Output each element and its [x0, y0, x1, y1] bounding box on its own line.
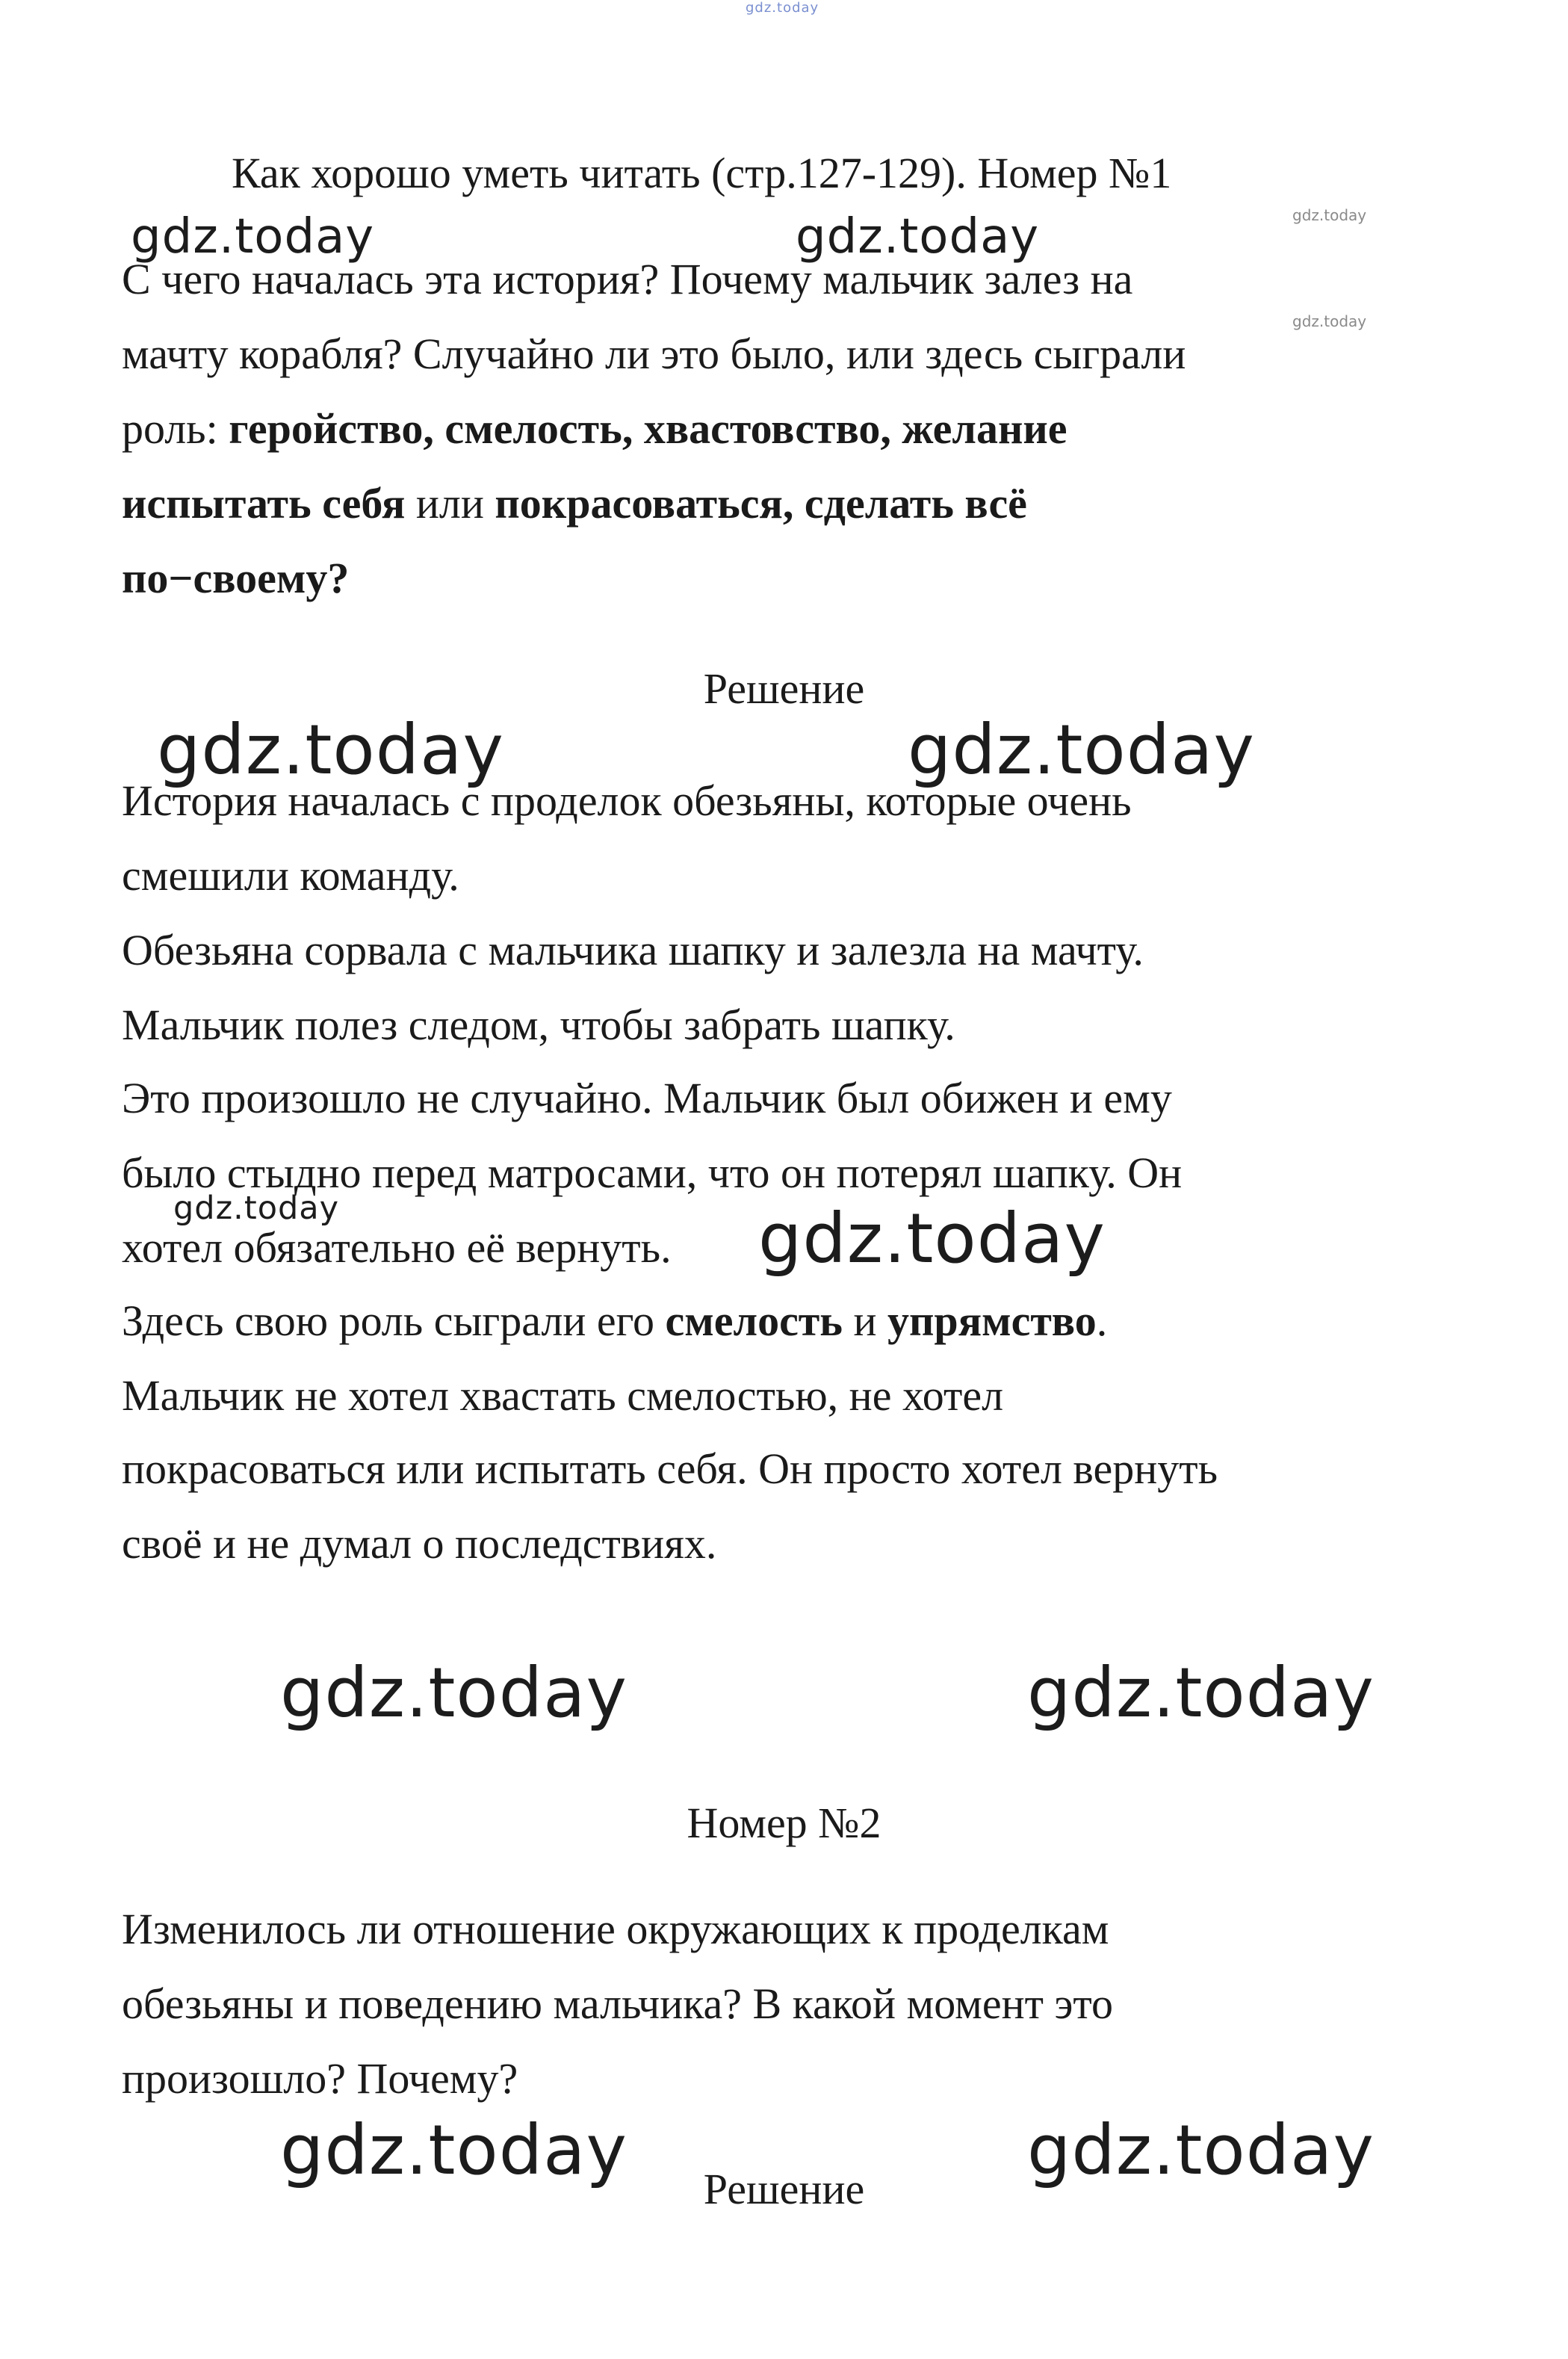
watermark-large-7: gdz.today: [1027, 2110, 1375, 2190]
task1-question-line-5: по−своему?: [122, 554, 350, 602]
task1-answer-line-2: смешили команду.: [122, 851, 459, 900]
task1-answer-line-7: хотел обязательно её вернуть.: [122, 1223, 672, 1272]
task2-question-line-3: произошло? Почему?: [122, 2054, 518, 2103]
task2-title: Номер №2: [687, 1799, 881, 1847]
watermark-tiny-2: gdz.today: [1292, 312, 1367, 330]
watermark-header: gdz.today: [746, 0, 819, 16]
task1-answer-line-5: Это произошло не случайно. Мальчик был обижен и ему: [122, 1074, 1172, 1122]
task1-answer-line-10: покрасоваться или испытать себя. Он просто хотел вернуть: [122, 1444, 1218, 1493]
task1-answer-line-11: своё и не думал о последствиях.: [122, 1519, 717, 1568]
task1-question-line-2: мачту корабля? Случайно ли это было, или здесь сыграли: [122, 330, 1186, 378]
task1-question-line-3: роль: геройство, смелость, хвастовство, желание: [122, 404, 1067, 453]
watermark-tiny-1: gdz.today: [1292, 206, 1367, 224]
watermark-large-1: gdz.today: [157, 710, 504, 790]
task1-answer-line-3: Обезьяна сорвала с мальчика шапку и залезла на мачту.: [122, 926, 1144, 974]
task1-question-line-1: С чего началась эта история? Почему мальчик залез на: [122, 255, 1133, 303]
task1-answer-line-6: было стыдно перед матросами, что он потерял шапку. Он: [122, 1148, 1183, 1197]
task1-answer-line-4: Мальчик полез следом, чтобы забрать шапку.: [122, 1001, 955, 1049]
task1-solution-label: Решение: [703, 664, 865, 713]
task1-answer-line-1: История началась с проделок обезьяны, которые очень: [122, 776, 1132, 825]
watermark-medium-1: gdz.today: [131, 209, 375, 265]
task2-solution-label: Решение: [703, 2165, 865, 2213]
watermark-small-1: gdz.today: [173, 1190, 340, 1227]
task2-question-line-1: Изменилось ли отношение окружающих к проделкам: [122, 1905, 1109, 1953]
watermark-medium-2: gdz.today: [796, 209, 1040, 265]
task2-question-line-2: обезьяны и поведению мальчика? В какой момент это: [122, 1979, 1113, 2028]
watermark-large-2: gdz.today: [908, 710, 1255, 790]
watermark-large-4: gdz.today: [280, 1653, 627, 1733]
task1-question-line-4: испытать себя или покрасоваться, сделать всё: [122, 479, 1027, 528]
watermark-large-6: gdz.today: [280, 2110, 627, 2190]
task1-answer-line-9: Мальчик не хотел хвастать смелостью, не хотел: [122, 1371, 1004, 1420]
task1-title: Как хорошо уметь читать (стр.127-129). Номер №1: [232, 149, 1172, 197]
task1-answer-line-8: Здесь свою роль сыграли его смелость и упрямство.: [122, 1296, 1108, 1345]
watermark-large-5: gdz.today: [1027, 1653, 1375, 1733]
watermark-large-3: gdz.today: [758, 1199, 1106, 1279]
